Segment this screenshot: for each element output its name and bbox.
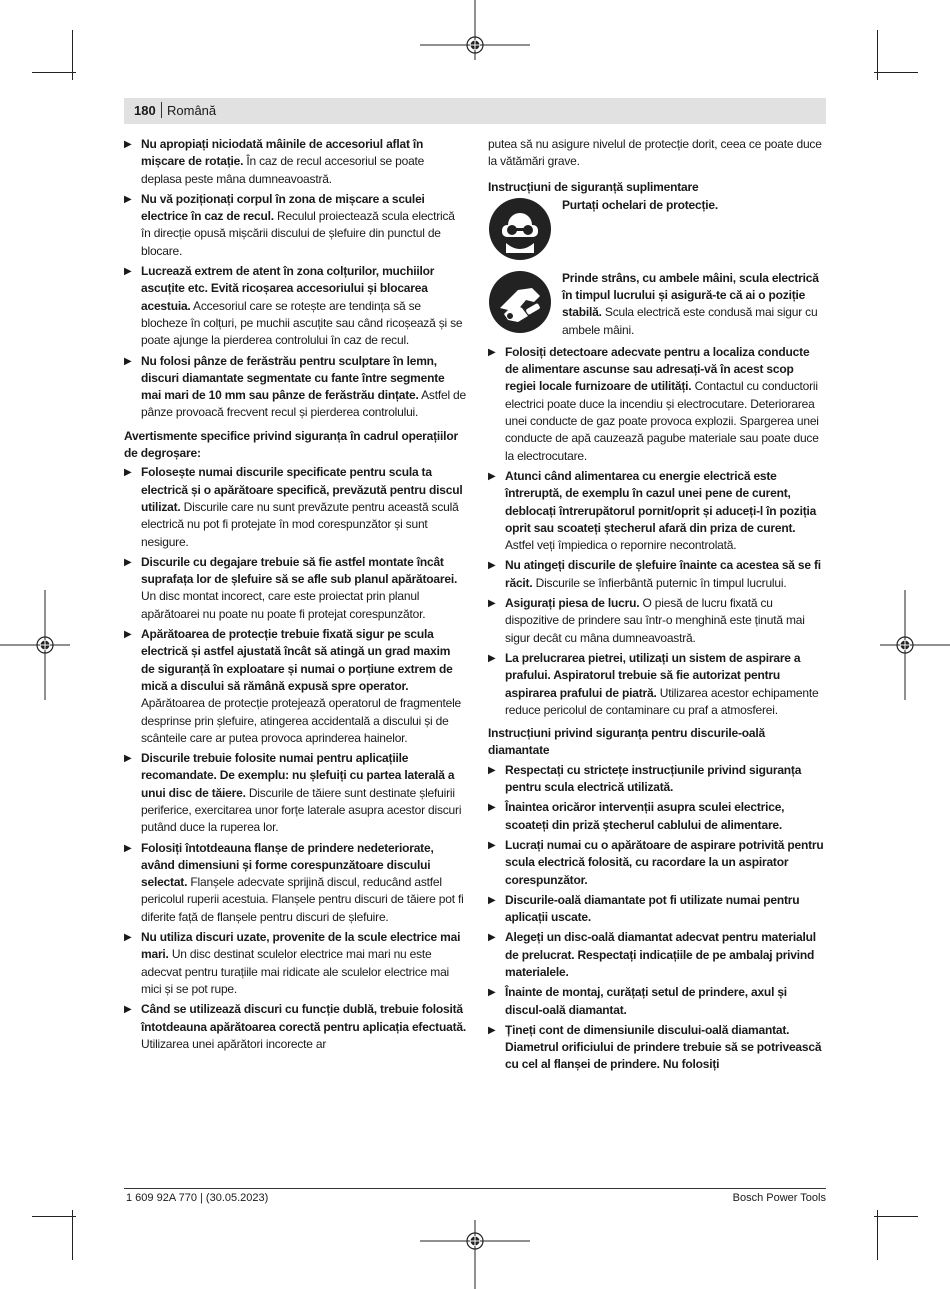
bullet-text: Discurile se înfierbântă puternic în timpul lucrului. xyxy=(532,575,787,590)
bullet-text: Astfel veți împiedica o repornire necontrolată. xyxy=(505,538,737,553)
bullet-arrow-icon: ▶ xyxy=(488,1024,496,1036)
bullet-item xyxy=(124,263,466,349)
bullet-bold-text: Atunci când alimentarea cu energie electrică este întreruptă, de exemplu în cazul unei pene de curent, deblocați întrerupătorul pornit/oprit și aduceți-l în poziția oprit sau scoateți ștecherul afară din priza de curent. xyxy=(505,468,817,535)
bullet-bold-text: Lucrează extrem de atent în zona colțurilor, muchiilor ascuțite etc. Evită ricoșarea accesoriului și blocarea acestuia. xyxy=(141,264,435,313)
bullet-bold-text: Folosește numai discurile specificate pentru scula ta electrică și o apărătoare specifică, prevăzută pentru discul utilizat. xyxy=(141,465,463,514)
bullet-item xyxy=(488,468,826,554)
bullet-item xyxy=(488,929,826,981)
bullet-bold-text: Discurile trebuie folosite numai pentru aplicațiile recomandate. De exemplu: nu șlefuiți cu partea laterală a unui disc de tăiere. xyxy=(141,751,455,800)
two-hands-bold: Prinde strâns, cu ambele mâini, scula electrică în timpul lucrului și asigură-te că ai o poziție stabilă. xyxy=(562,270,819,320)
bullet-arrow-icon: ▶ xyxy=(488,652,496,664)
bullet-arrow-icon: ▶ xyxy=(124,932,132,944)
bullet-bold-text: Nu utiliza discuri uzate, provenite de la scule electrice mai mari. xyxy=(141,930,461,962)
bullet-bold-text: Respectați cu strictețe instrucțiunile privind siguranța pentru scula electrică utilizată. xyxy=(505,762,802,795)
bullet-arrow-icon: ▶ xyxy=(488,987,496,999)
bullet-text: Apărătoarea de protecție protejează operatorul de fragmentele desprinse prin șlefuire, atingerea accidentală a discului și de scânteile care ar putea provoca aprinderea hainelor. xyxy=(141,696,462,745)
bullet-item xyxy=(488,799,826,834)
left-column xyxy=(124,136,466,1056)
document-number: 1 609 92A 770 | (30.05.2023) xyxy=(126,1192,269,1204)
bullet-text: Un disc montat incorect, care este proiectat prin planul apărătoarei nu poate nu poate fi protejat corespunzător. xyxy=(141,589,426,621)
bullet-text: Utilizarea acestor echipamente reduce pericolul de contaminare cu praf a atmosferei. xyxy=(505,685,819,717)
language-label: Română xyxy=(167,103,217,118)
bullet-arrow-icon: ▶ xyxy=(124,467,132,479)
bullet-item xyxy=(488,650,826,719)
bullet-arrow-icon: ▶ xyxy=(488,346,496,358)
right-items-list xyxy=(488,344,826,719)
bullet-item xyxy=(124,464,466,550)
bullet-bold-text: Alegeți un disc-oală diamantat adecvat pentru materialul de prelucrat. Respectați indicațiile de pe ambalaj privind materialele. xyxy=(505,930,816,979)
bullet-item xyxy=(488,595,826,647)
bullet-arrow-icon: ▶ xyxy=(488,932,496,944)
bullet-text: Un disc destinat sculelor electrice mai mari nu este adecvat pentru turațiile mai ridicate ale sculelor electrice mai mici și se pot rupe. xyxy=(141,947,450,996)
bullet-item xyxy=(488,557,826,592)
crop-mark xyxy=(32,1216,76,1217)
bullet-arrow-icon: ▶ xyxy=(124,266,132,278)
footer-rule xyxy=(124,1188,826,1189)
page-number: 180 xyxy=(134,103,156,118)
bullet-item xyxy=(488,762,826,797)
goggles-block xyxy=(488,197,826,267)
bullet-arrow-icon: ▶ xyxy=(488,764,496,776)
registration-mark-top xyxy=(420,0,530,60)
bullet-item xyxy=(488,1022,826,1074)
two-hands-instruction xyxy=(562,270,826,339)
registration-mark-bottom xyxy=(420,1220,530,1289)
bullet-item xyxy=(124,750,466,836)
bullet-bold-text: Apărătoarea de protecție trebuie fixată sigur pe scula electrică și astfel ajustată încât să atingă un grad maxim de siguranță în exploatare și numai o porțiune extrem de mică a discului să rămână expusă spre operator. xyxy=(141,627,453,693)
bullet-item xyxy=(124,353,466,422)
bullet-arrow-icon: ▶ xyxy=(124,556,132,568)
bullet-arrow-icon: ▶ xyxy=(124,753,132,765)
bullet-item xyxy=(124,626,466,747)
bullet-item xyxy=(124,1001,466,1053)
bullet-bold-text: Țineți cont de dimensiunile discului-oală diamantat. Diametrul orificiului de prindere trebuie să se potrivească cu cel al flanșei de prindere. Nu folosiți xyxy=(505,1022,822,1072)
crop-mark xyxy=(32,72,76,73)
bullet-arrow-icon: ▶ xyxy=(488,894,496,906)
bullet-text: În caz de recul accesoriul se poate deplasa peste mâna dumneavoastră. xyxy=(141,154,425,186)
bullet-text: Discurile de tăiere sunt destinate șlefuirii periferice, exercitarea unor forțe laterale asupra acestor discuri putând duce la ruperea lor. xyxy=(141,785,462,835)
bullet-item xyxy=(124,554,466,623)
bullet-item xyxy=(488,984,826,1019)
section-heading-diamond-cup: Instrucțiuni privind siguranța pentru discurile-oală diamantate xyxy=(488,726,765,758)
bullet-text: Astfel de pânze provoacă frecvent recul și pierderea controlului. xyxy=(141,388,467,420)
bullet-arrow-icon: ▶ xyxy=(124,1004,132,1016)
bullet-arrow-icon: ▶ xyxy=(488,839,496,851)
bullet-arrow-icon: ▶ xyxy=(124,629,132,641)
bullet-text: Flanșele adecvate sprijină discul, reducând astfel pericolul ruperii acestuia. Flanșele pentru discuri de tăiere pot fi diferite față de flanșele pentru discuri de șlefuire. xyxy=(141,875,464,924)
bullet-arrow-icon: ▶ xyxy=(124,193,132,205)
bullet-text: Discurile care nu sunt prevăzute pentru această sculă electrică nu pot fi protejate în mod corespunzător și sunt nesigure. xyxy=(141,499,459,549)
crop-mark xyxy=(72,1210,73,1260)
bullet-bold-text: Când se utilizează discuri cu funcție dublă, trebuie folosită întotdeauna apărătoarea corectă pentru aplicația efectuată. xyxy=(141,1002,466,1034)
bullet-item xyxy=(488,344,826,465)
page-header xyxy=(124,98,826,124)
bullet-text: Contactul cu conductorii electrici poate duce la incendiu și electrocutare. Deteriorarea unei conducte de gaz poate provoca explozii. Spargerea unei conducte de apă cauzează pagube materiale sau poate duce la electrocutare. xyxy=(505,379,819,463)
crop-mark xyxy=(874,1216,918,1217)
bullet-text: Accesoriul care se rotește are tendința să se blocheze în colțuri, pe muchii ascuțite sau când ricoșează și se poate ajunge la pierderea controlului în caz de recul. xyxy=(141,298,463,348)
bullet-bold-text: Nu atingeți discurile de șlefuire înainte ca acestea să se fi răcit. xyxy=(505,558,821,590)
two-hands-block xyxy=(488,270,826,344)
bullet-arrow-icon: ▶ xyxy=(124,139,132,150)
bullet-text: Utilizarea unei apărători incorecte ar xyxy=(141,1036,327,1051)
bullet-arrow-icon: ▶ xyxy=(488,470,496,482)
bullet-bold-text: Discurile-oală diamantate pot fi utilizate numai pentru aplicații uscate. xyxy=(505,892,800,925)
bullet-bold-text: La prelucrarea pietrei, utilizați un sistem de aspirare a prafului. Aspiratorul trebuie să fie autorizat pentru aspirarea prafului de piatră. xyxy=(505,650,801,700)
crop-mark xyxy=(874,72,918,73)
bullet-arrow-icon: ▶ xyxy=(488,802,496,814)
bullet-text: O piesă de lucru fixată cu dispozitive de prindere sau într-o menghină este ținută mai sigur decât cu mâna dumneavoastră. xyxy=(505,596,805,645)
diamond-cup-items-list xyxy=(488,762,826,1074)
bullet-bold-text: Înainte de montaj, curățați setul de prindere, axul și discul-oală diamantat. xyxy=(505,985,787,1017)
bullet-bold-text: Înaintea oricăror intervenții asupra sculei electrice, scoateți din priză ștecherul cablului de alimentare. xyxy=(505,800,785,832)
header-divider xyxy=(161,102,162,118)
continuation-text: putea să nu asigure nivelul de protecție dorit, ceea ce poate duce la vătămări grave. xyxy=(488,137,822,169)
bullet-item xyxy=(124,840,466,926)
bullet-arrow-icon: ▶ xyxy=(124,355,132,367)
bullet-bold-text: Discurile cu degajare trebuie să fie astfel montate încât suprafața lor de șlefuire să se afle sub planul apărătoarei. xyxy=(141,554,458,587)
brand-footer: Bosch Power Tools xyxy=(732,1192,826,1204)
bullet-arrow-icon: ▶ xyxy=(124,842,132,854)
bullet-bold-text: Nu vă poziționați corpul în zona de mișcare a sculei electrice în caz de recul. xyxy=(141,191,425,224)
registration-mark-left xyxy=(0,590,70,700)
safety-goggles-icon xyxy=(488,197,552,261)
bullet-bold-text: Nu apropiați niciodată mâinile de accesoriul aflat în mișcare de rotație. xyxy=(141,137,424,169)
section-heading: Avertismente specifice privind siguranța în cadrul operațiilor de degroșare: xyxy=(124,428,458,461)
bullet-text: Reculul proiectează scula electrică în direcție opusă mișcării discului de șlefuire din punctul de blocare. xyxy=(141,209,455,258)
bullet-bold-text: Nu folosi pânze de ferăstrău pentru sculptare în lemn, discuri diamantate segmentate cu fante între segmente mai mari de 10 mm sau pânze de ferăstrău dințate. xyxy=(141,353,445,403)
registration-mark-right xyxy=(880,590,950,700)
bullet-item xyxy=(124,929,466,998)
bullet-bold-text: Folosiți întotdeauna flanșe de prindere nedeteriorate, având dimensiuni și forme corespunzătoare discului selectat. xyxy=(141,840,434,890)
section-heading-additional-safety: Instrucțiuni de siguranță suplimentare xyxy=(488,179,699,194)
bullet-bold-text: Folosiți detectoare adecvate pentru a localiza conducte de alimentare ascunse sau adresați-vă în acest scop regiei locale furnizoare de utilități. xyxy=(505,344,810,394)
bullet-arrow-icon: ▶ xyxy=(488,560,496,572)
right-column xyxy=(488,136,826,1077)
bullet-arrow-icon: ▶ xyxy=(488,598,496,610)
two-hands-grip-icon xyxy=(488,270,552,334)
two-hands-text: Scula electrică este condusă mai sigur cu ambele mâini. xyxy=(562,305,818,337)
bullet-item xyxy=(488,837,826,889)
bullet-item xyxy=(488,892,826,927)
bullet-item xyxy=(124,191,466,260)
bullet-bold-text: Lucrați numai cu o apărătoare de aspirare potrivită pentru scula electrică folosită, cu racordare la un aspirator corespunzător. xyxy=(505,837,824,887)
bullet-item xyxy=(124,136,466,188)
goggles-instruction: Purtați ochelari de protecție. xyxy=(562,197,719,212)
crop-mark xyxy=(877,1210,878,1260)
bullet-bold-text: Asigurați piesa de lucru. xyxy=(505,596,640,611)
